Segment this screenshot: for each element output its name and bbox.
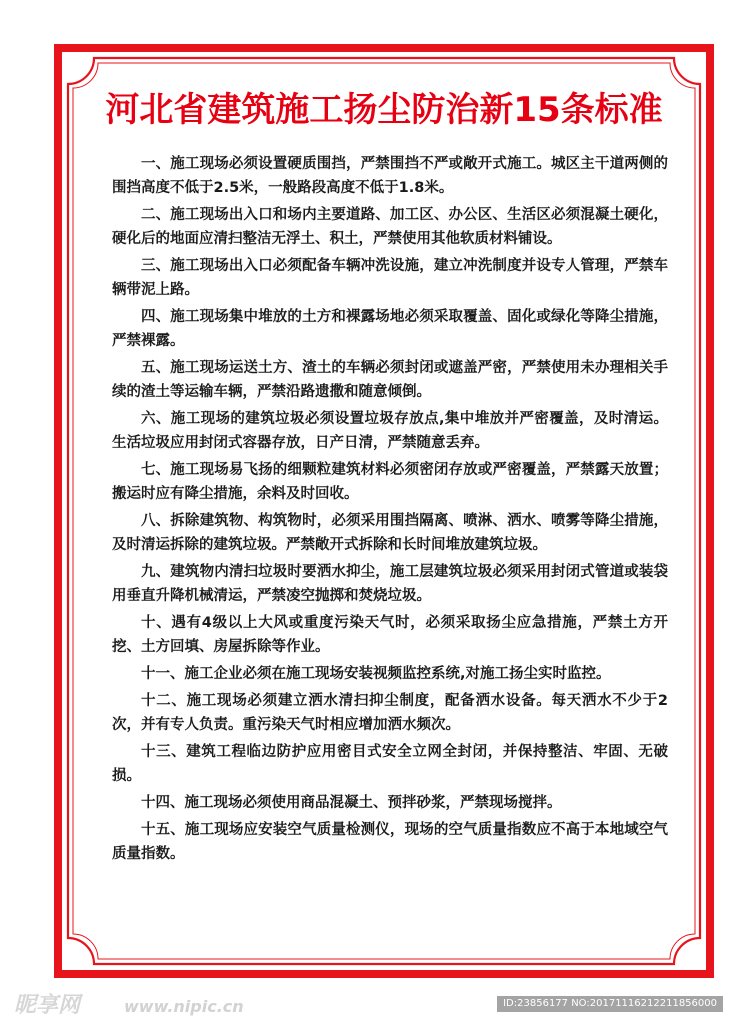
- regulation-item: 十三、建筑工程临边防护应用密目式安全立网全封闭，并保持整洁、牢固、无破损。: [112, 743, 668, 784]
- regulation-item: 十、遇有4级以上大风或重度污染天气时，必须采取扬尘应急措施，严禁土方开挖、土方回填、房屋拆除等作业。: [112, 615, 668, 656]
- regulation-item: 一、施工现场必须设置硬质围挡，严禁围挡不严或敞开式施工。城区主干道两侧的围挡高度不低于2.5米，一般路段高度不低于1.8米。: [112, 156, 668, 197]
- regulation-item: 二、施工现场出入口和场内主要道路、加工区、办公区、生活区必须混凝土硬化，硬化后的地面应清扫整洁无浮土、积土，严禁使用其他软质材料铺设。: [112, 207, 668, 248]
- watermark-id: ID:23856177 NO:20171116212211856000: [497, 996, 723, 1012]
- regulation-item: 六、施工现场的建筑垃圾必须设置垃圾存放点,集中堆放并严密覆盖，及时清运。生活垃圾应用封闭式容器存放，日产日清，严禁随意丢弃。: [112, 411, 668, 452]
- regulation-item: 八、拆除建筑物、构筑物时，必须采用围挡隔离、喷淋、洒水、喷雾等降尘措施，及时清运拆除的建筑垃圾。严禁敞开式拆除和长时间堆放建筑垃圾。: [112, 513, 668, 554]
- watermark-logo: 昵享网: [14, 993, 81, 1018]
- regulation-item: 十二、施工现场必须建立洒水清扫抑尘制度，配备洒水设备。每天洒水不少于2次，并有专人负责。重污染天气时相应增加洒水频次。: [112, 692, 668, 733]
- watermark-url: www.nipic.cn: [124, 997, 244, 1016]
- regulation-item: 五、施工现场运送土方、渣土的车辆必须封闭或遮盖严密，严禁使用未办理相关手续的渣土等运输车辆，严禁沿路遗撒和随意倾倒。: [112, 360, 668, 401]
- poster-title: 河北省建筑施工扬尘防治新15条标准: [105, 90, 663, 130]
- regulation-list: [112, 152, 668, 869]
- regulation-item: 四、施工现场集中堆放的土方和裸露场地必须采取覆盖、固化或绿化等降尘措施，严禁裸露。: [112, 309, 668, 350]
- regulation-item: 十四、施工现场必须使用商品混凝土、预拌砂浆，严禁现场搅拌。: [141, 794, 562, 811]
- regulation-item: 九、建筑物内清扫垃圾时要洒水抑尘，施工层建筑垃圾必须采用封闭式管道或装袋用垂直升降机械清运，严禁凌空抛掷和焚烧垃圾。: [112, 564, 668, 605]
- regulation-item: 三、施工现场出入口必须配备车辆冲洗设施，建立冲洗制度并设专人管理，严禁车辆带泥上路。: [112, 258, 668, 299]
- regulation-item: 七、施工现场易飞扬的细颗粒建筑材料必须密闭存放或严密覆盖，严禁露天放置；搬运时应有降尘措施，余料及时回收。: [112, 462, 668, 503]
- regulation-item: 十五、施工现场应安装空气质量检测仪，现场的空气质量指数应不高于本地域空气质量指数。: [112, 821, 668, 862]
- regulation-item: 十一、施工企业必须在施工现场安装视频监控系统,对施工扬尘实时监控。: [141, 666, 611, 682]
